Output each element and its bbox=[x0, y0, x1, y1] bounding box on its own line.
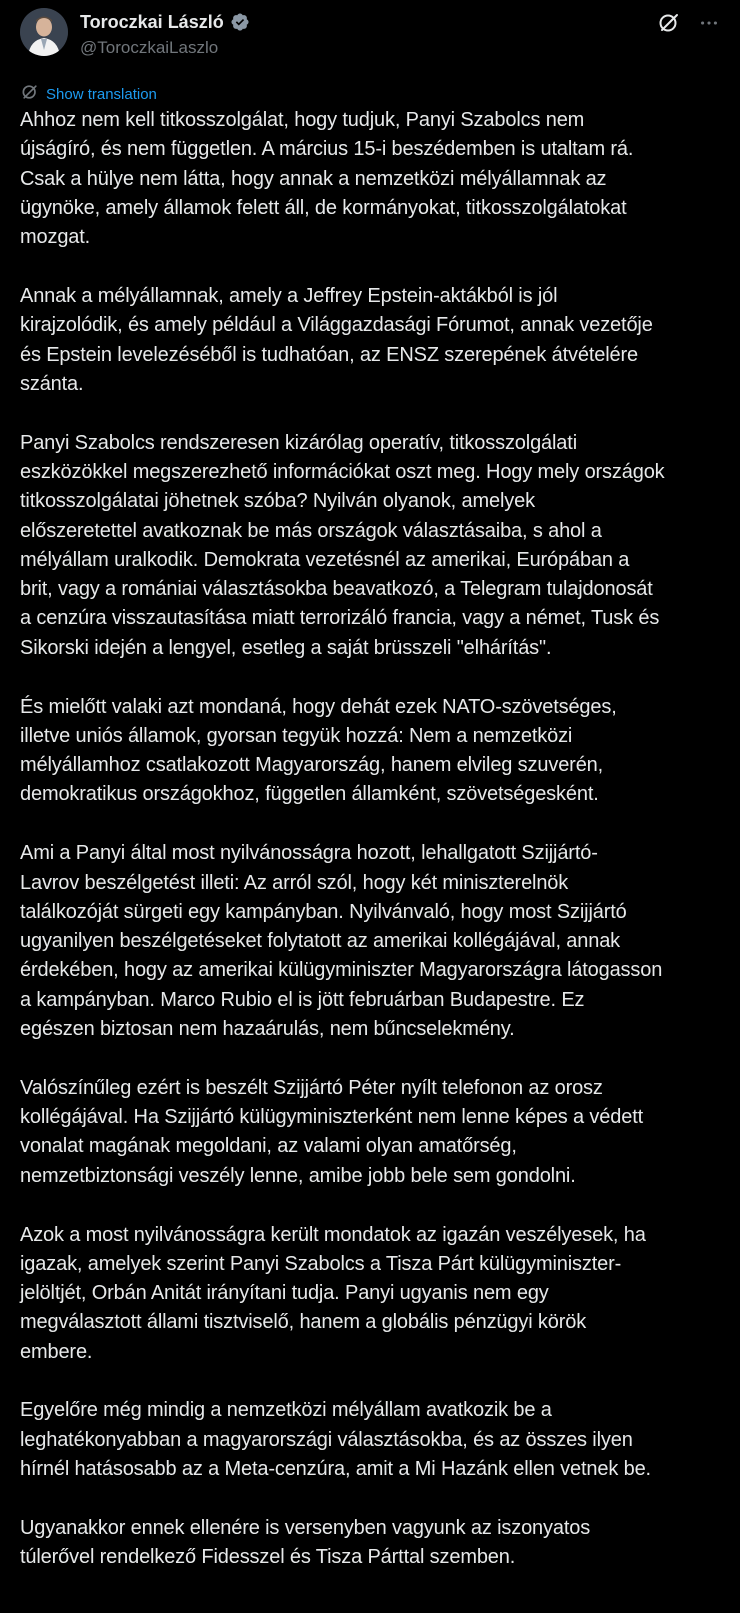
tweet-paragraph: Egyelőre még mindig a nemzetközi mélyállam avatkozik be a leghatékonyabban a magyarországi választásokba, és az összes ilyen hírnél hatásosabb az a Meta-cenzúra, amit a Mi Hazánk ellen vetnek be. bbox=[20, 1399, 651, 1481]
avatar-image bbox=[20, 8, 68, 56]
translate-icon bbox=[20, 82, 40, 107]
tweet-paragraph: Ahhoz nem kell titkosszolgálat, hogy tudjuk, Panyi Szabolcs nem újságíró, és nem független. A március 15-i beszédemben is utaltam rá. Csak a hülye nem látta, hogy annak a nemzetközi mélyállamnak az ügynöke, amely államok felett áll, de kormányokat, titkosszolgálatokat mozgat. bbox=[20, 109, 634, 249]
tweet-paragraph: Valószínűleg ezért is beszélt Szijjártó Péter nyílt telefonon az orosz kollégájával. Ha Szijjártó külügyminiszterként nem lenne képes a védett vonalat magának megoldani, az valami olyan amatőrség, nemzetbiztonsági veszély lenne, amibe jobb bele sem gondolni. bbox=[20, 1076, 644, 1187]
tweet-paragraph: És mielőtt valaki azt mondaná, hogy dehát ezek NATO-szövetséges, illetve uniós államok, gyorsan tegyük hozzá: Nem a nemzetközi mélyállamhoz csatlakozott Magyarország, hanem elvileg szuverén, demokratikus országokhoz, független államként, szövetségesként. bbox=[20, 695, 617, 806]
show-translation-label[interactable]: Show translation bbox=[46, 85, 157, 103]
tweet-paragraph: Panyi Szabolcs rendszeresen kizárólag operatív, titkosszolgálati eszközökkel megszerezhető információkat oszt meg. Hogy mely országok titkosszolgálatai jöhetnek szóba? Nyilván olyanok, amelyek előszeretettel avatkoznak be más országok választásaiba, s ahol a mélyállam uralkodik. Demokrata vezetésnél az amerikai, Európában a brit, vagy a romániai választásokba beavatkozó, a Telegram tulajdonosát a cenzúra visszautasítása miatt terrorizáló francia, vagy a német, Tusk és Sikorski idején a lengyel, esetleg a saját brüsszeli "elhárítás". bbox=[20, 431, 665, 659]
tweet-paragraph: Ami a Panyi által most nyilvánosságra hozott, lehallgatott Szijjártó- Lavrov beszélgetést illeti: Az arról szól, hogy két miniszterelnök találkozóját sürgeti egy kampányban. Nyilvánvaló, hogy most Szijjártó ugyanilyen beszélgetéseket folytatott az amerikai kollégájával, annak érdekében, hogy az amerikai külügyminiszter Magyarországra látogasson a kampányban. Marco Rubio el is jött februárban Budapestre. Ez egészen biztosan nem hazaárulás, nem bűncselekmény. bbox=[20, 842, 663, 1041]
grok-icon[interactable] bbox=[656, 10, 682, 36]
tweet-paragraph: Ugyanakkor ennek ellenére is versenyben vagyunk az iszonyatos túlerővel rendelkező Fidesszel és Tisza Párttal szemben. bbox=[20, 1516, 591, 1569]
avatar[interactable] bbox=[20, 8, 68, 56]
verified-badge-icon bbox=[230, 12, 250, 32]
tweet-header bbox=[0, 0, 740, 76]
author-display-name[interactable]: Toroczkai László bbox=[80, 12, 224, 32]
author-handle[interactable]: @ToroczkaiLaszlo bbox=[80, 38, 219, 57]
header-actions bbox=[656, 10, 722, 36]
more-icon[interactable] bbox=[696, 10, 722, 36]
tweet-text bbox=[20, 106, 736, 1602]
show-translation-link[interactable] bbox=[20, 82, 157, 107]
author-name-row bbox=[80, 11, 250, 33]
tweet-paragraph: Azok a most nyilvánosságra került mondatok az igazán veszélyesek, ha igazak, amelyek szerint Panyi Szabolcs a Tisza Párt külügyminiszter- jelöltjét, Orbán Anitát irányítani tudja. Panyi ugyanis nem egy megválasztott állami tisztviselő, hanem a globális pénzügyi körök embere. bbox=[20, 1223, 646, 1363]
tweet-paragraph: Annak a mélyállamnak, amely a Jeffrey Epstein-aktákból is jól kirajzolódik, és amely például a Világgazdasági Fórumot, annak vezetője és Epstein levelezéséből is tudhatóan, az ENSZ szerepének átvételére szánta. bbox=[20, 284, 653, 395]
